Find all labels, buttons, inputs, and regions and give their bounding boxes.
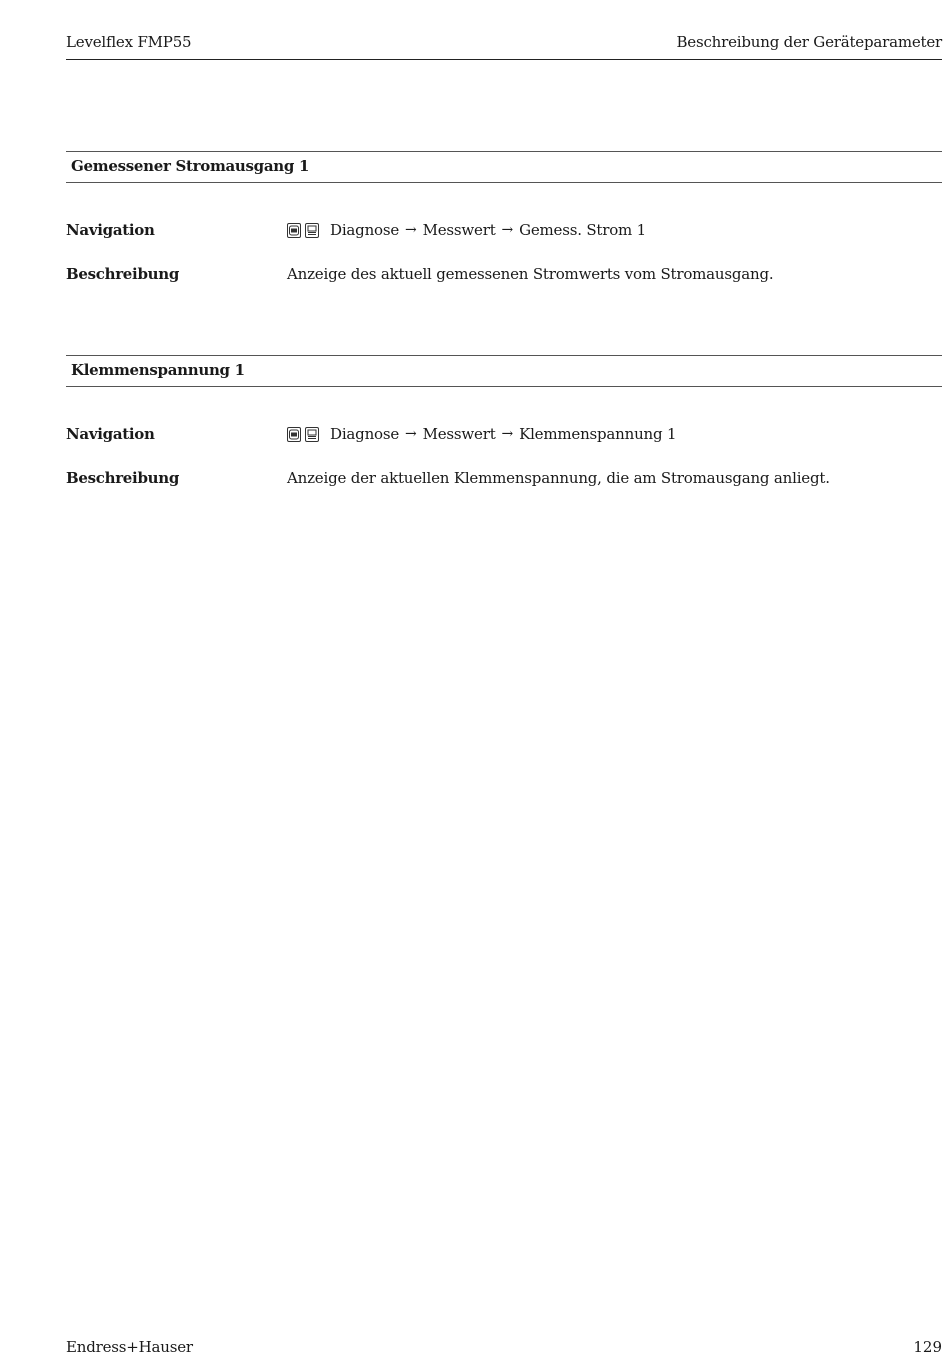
nav-step: Messwert bbox=[422, 221, 496, 239]
page-header bbox=[66, 30, 942, 60]
navigation-row bbox=[66, 425, 942, 447]
operating-menu-icon bbox=[287, 427, 301, 442]
chapter-title: Beschreibung der Geräteparameter bbox=[676, 33, 942, 51]
navigation-path bbox=[330, 425, 676, 443]
nav-step: Messwert bbox=[422, 425, 496, 443]
description-row bbox=[66, 265, 942, 287]
navigation-label: Navigation bbox=[66, 221, 155, 239]
description-row bbox=[66, 469, 942, 491]
arrow-right-icon: → bbox=[405, 426, 417, 442]
section-title-bar bbox=[66, 355, 942, 387]
arrow-right-icon: → bbox=[405, 222, 417, 238]
parameter-section bbox=[66, 355, 942, 487]
arrow-right-icon: → bbox=[501, 222, 514, 238]
navigation-row bbox=[66, 221, 942, 243]
operating-menu-icon bbox=[287, 223, 301, 238]
arrow-right-icon: → bbox=[501, 426, 514, 442]
navigation-value bbox=[287, 221, 646, 239]
nav-step: Gemess. Strom 1 bbox=[519, 221, 646, 239]
section-title: Klemmenspannung 1 bbox=[71, 361, 245, 379]
nav-step: Diagnose bbox=[330, 425, 400, 443]
description-text: Anzeige der aktuellen Klemmenspannung, die am Stromausgang anliegt. bbox=[287, 469, 830, 487]
display-module-icon bbox=[305, 223, 319, 238]
nav-step: Diagnose bbox=[330, 221, 400, 239]
nav-step: Klemmenspannung 1 bbox=[519, 425, 677, 443]
description-label: Beschreibung bbox=[66, 469, 180, 487]
description-label: Beschreibung bbox=[66, 265, 180, 283]
section-title: Gemessener Stromausgang 1 bbox=[71, 157, 310, 175]
parameter-section bbox=[66, 151, 942, 283]
description-text: Anzeige des aktuell gemessenen Stromwerts vom Stromausgang. bbox=[287, 265, 774, 283]
product-name: Levelflex FMP55 bbox=[66, 33, 192, 51]
company-name: Endress+Hauser bbox=[66, 1338, 193, 1356]
navigation-path bbox=[330, 221, 646, 239]
navigation-value bbox=[287, 425, 676, 443]
page-number: 129 bbox=[913, 1338, 942, 1356]
display-module-icon bbox=[305, 427, 319, 442]
navigation-label: Navigation bbox=[66, 425, 155, 443]
section-title-bar bbox=[66, 151, 942, 183]
